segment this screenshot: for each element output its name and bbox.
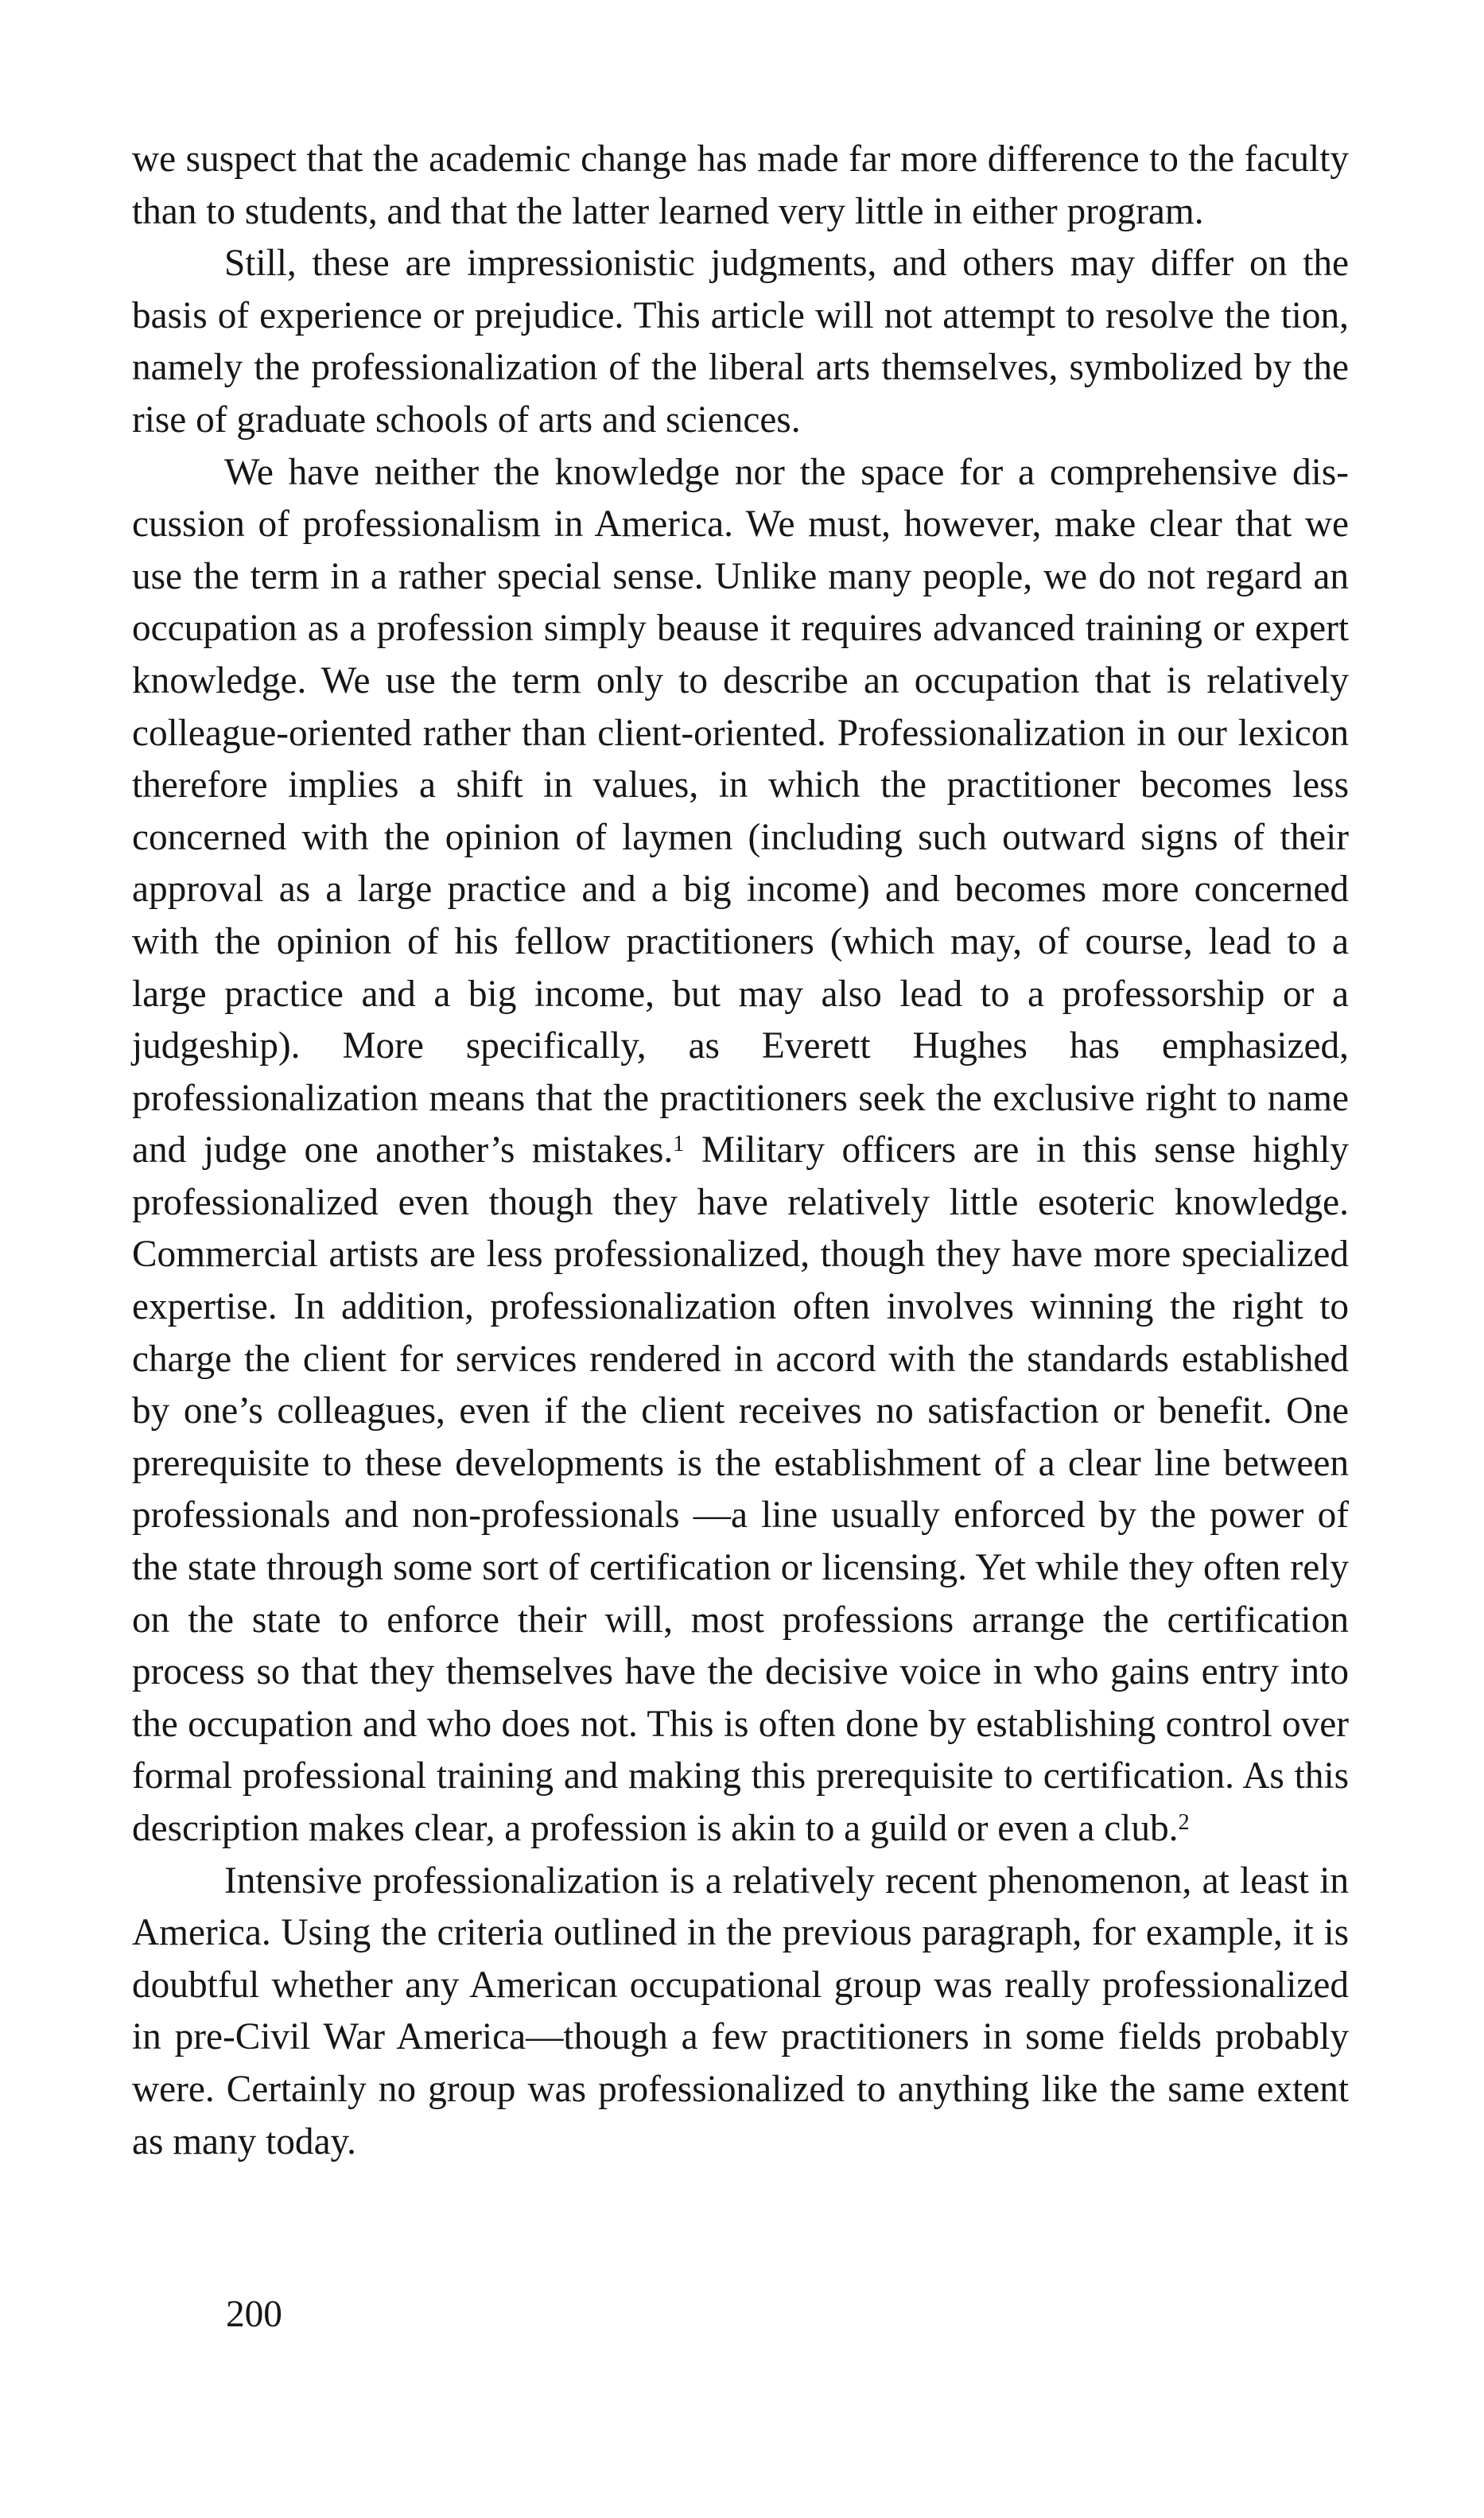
- body-text: [132, 134, 1349, 2168]
- page-number: 200: [226, 2294, 282, 2335]
- paragraph-text-part-2: Military officers are in this sense highly professionalized even though they have relatively little esoteric knowledge. Commercial artists are less professionalized, though they have more specialized expertise. In addition, professionalization often involves winning the right to charge the client for services rendered in accord with the standards established by one’s colleagues, even if the client receives no satisfaction or benefit. One prerequisite to these developments is the establishment of a clear line between professionals and non-professionals —a line usually enforced by the power of the state through some sort of certification or licensing. Yet while they often rely on the state to enforce their will, most professions arrange the certification process so that they themselves have the decisive voice in who gains entry into the occupation and who does not. This is often done by establishing control over formal professional training and making this prerequisite to certification. As this description makes clear, a profession is akin to a guild or even a club.: [132, 1129, 1349, 1849]
- paragraph-text-part-1: We have neither the knowledge nor the space for a comprehensive discussion of professionalism in America. We must, however, make clear that we use the term in a rather special sense. Unlike many people, we do not regard an occupation as a profession simply beause it requires advanced training or expert knowledge. We use the term only to describe an occupation that is relatively colleague-oriented rather than client-oriented. Professionalization in our lexicon therefore implies a shift in values, in which the practitioner becomes less concerned with the opinion of laymen (including such outward signs of their approval as a large practice and a big income) and becomes more concerned with the opinion of his fellow practitioners (which may, of course, lead to a large practice and a big income, but may also lead to a professorship or a judgeship). More specifically, as Everett Hughes has emphasized, professionalization means that the practitioners seek the exclusive right to name and judge one another’s mistakes.: [132, 451, 1349, 1172]
- paragraph-intensive-professionalization: Intensive professionalization is a relatively recent phenomenon, at least in America. Using the criteria outlined in the previous paragraph, for example, it is doubtful whether any American occupational group was really professionalized in pre-Civil War America—though a few practitioners in some fields probably were. Certainly no group was professionalized to anything like the same extent as many today.: [132, 1859, 1349, 2162]
- footnote-ref-1: 1: [673, 1132, 685, 1157]
- paragraph-continuation: we suspect that the academic change has made far more difference to the faculty than to students, and that the latter learned very little in either program.: [132, 138, 1349, 232]
- footnote-ref-2: 2: [1178, 1809, 1190, 1835]
- paragraph-professionalism-definition: [132, 447, 1349, 1855]
- paragraph-impressionistic-judgments: Still, these are impressionistic judgments, and others may differ on the basis of experience or prejudice. This article will not attempt to resolve the tion, namely the professionalization of the liberal arts themselves, symbolized by the rise of graduate schools of arts and sciences.: [132, 243, 1349, 441]
